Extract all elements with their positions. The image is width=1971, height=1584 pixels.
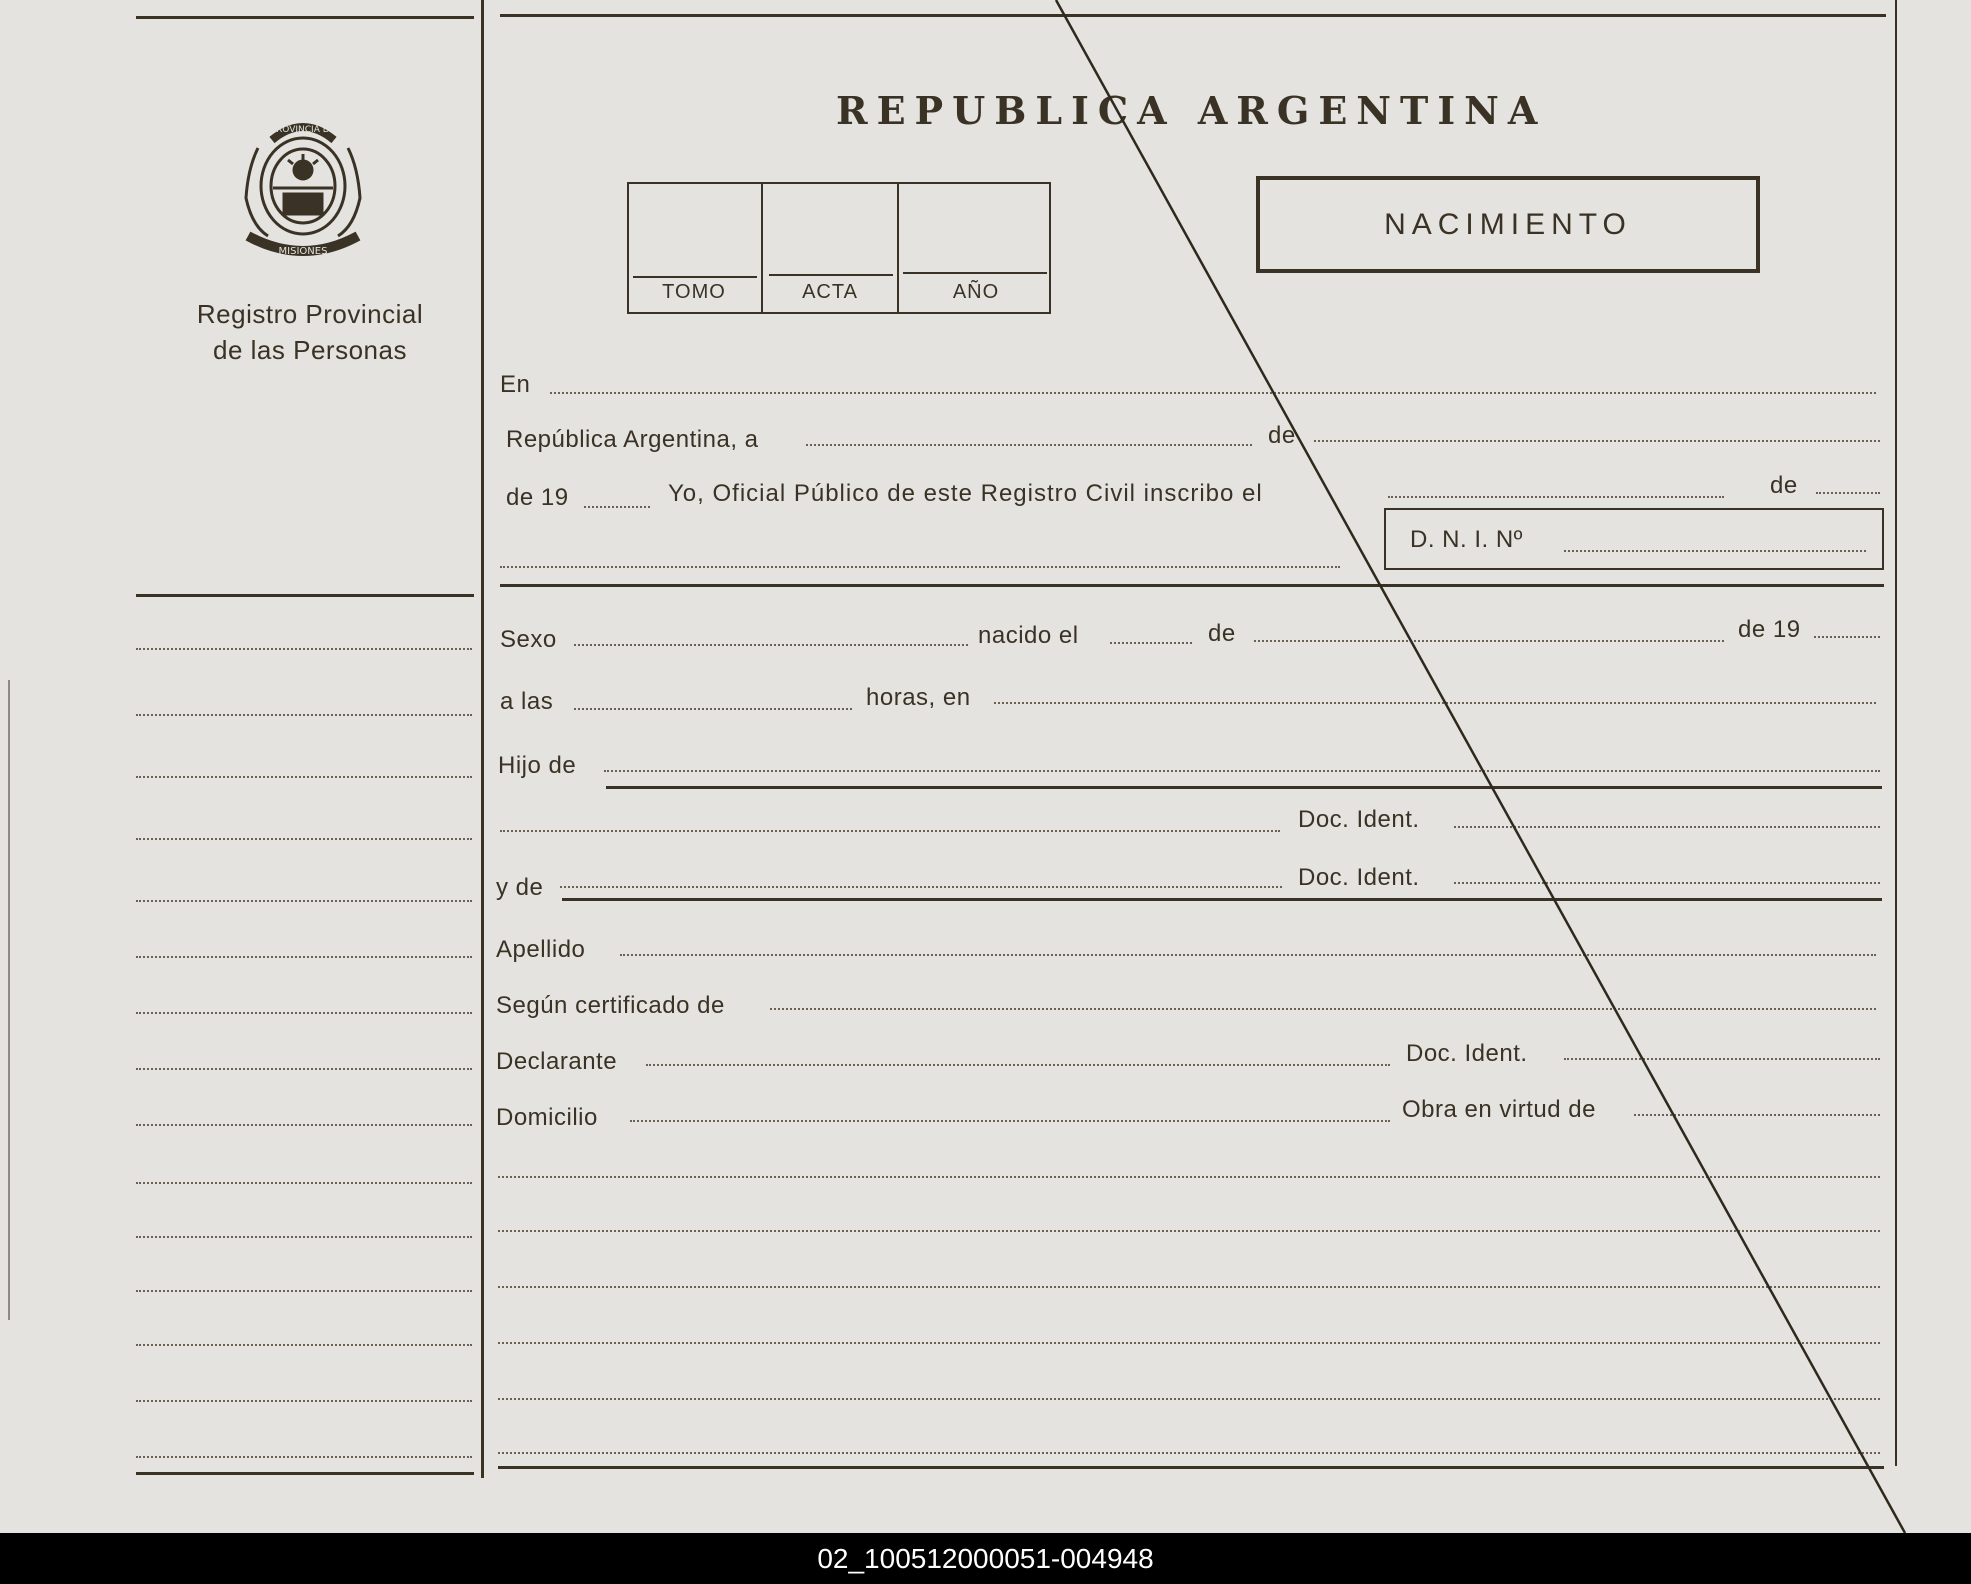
dni-label: D. N. I. Nº xyxy=(1410,526,1523,553)
apellido-label: Apellido xyxy=(496,936,586,963)
doc-ident-label-1: Doc. Ident. xyxy=(1298,806,1420,833)
de19-label-b: de 19 xyxy=(1738,616,1801,643)
segun-label: Según certificado de xyxy=(496,992,725,1019)
de-label-2: de xyxy=(1770,472,1798,499)
de-label-1: de xyxy=(1268,422,1296,449)
declarante-label: Declarante xyxy=(496,1048,618,1075)
seal-text-bottom: MISIONES xyxy=(278,246,328,257)
image-id-caption: 02_100512000051-004948 xyxy=(817,1543,1154,1574)
hijo-label: Hijo de xyxy=(498,752,577,779)
registry-name-line2: de las Personas xyxy=(213,335,407,365)
seal-text-top: PROVINCIA DE xyxy=(270,125,336,135)
obra-label: Obra en virtud de xyxy=(1402,1096,1596,1123)
ano-label: AÑO xyxy=(952,281,1000,303)
sexo-label: Sexo xyxy=(500,626,557,653)
acta-label: ACTA xyxy=(802,281,858,303)
registry-name-line1: Registro Provincial xyxy=(196,299,424,329)
doc-ident-label-2: Doc. Ident. xyxy=(1298,864,1420,891)
domicilio-label: Domicilio xyxy=(496,1104,598,1131)
oficial-label: Yo, Oficial Público de este Registro Civil inscribo el xyxy=(668,480,1263,507)
page-title: REPUBLICA ARGENTINA xyxy=(836,88,1547,133)
act-type-label: NACIMIENTO xyxy=(1384,207,1632,241)
republica-label: República Argentina, a xyxy=(506,426,759,453)
de19-label-a: de 19 xyxy=(506,484,569,511)
a-las-label: a las xyxy=(500,688,554,715)
horas-label: horas, en xyxy=(866,684,971,711)
tomo-label: TOMO xyxy=(662,281,726,303)
en-label: En xyxy=(500,371,531,398)
nacido-label: nacido el xyxy=(978,622,1079,649)
y-de-label: y de xyxy=(496,874,544,901)
binding-edge xyxy=(8,680,10,1320)
de-label-3: de xyxy=(1208,620,1236,647)
doc-ident-label-3: Doc. Ident. xyxy=(1406,1040,1528,1067)
